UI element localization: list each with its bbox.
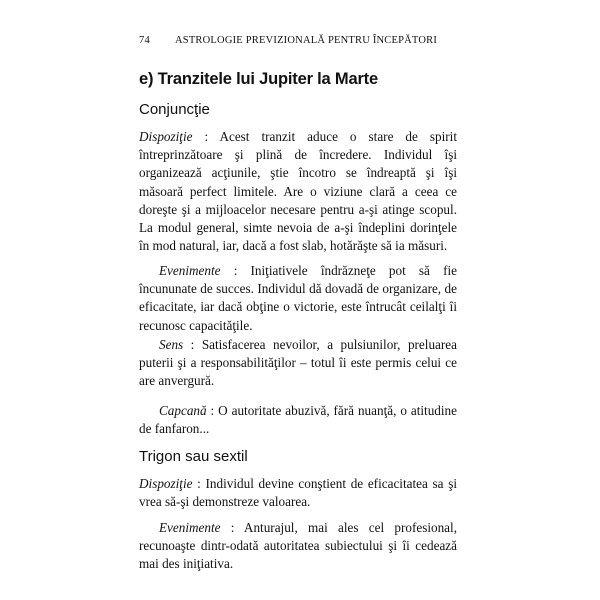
paragraph-text: : Individul devine conştient de eficacitatea sa şi vrea să-şi demonstreze valoarea. [139, 476, 457, 510]
paragraph-text: : Acest tranzit aduce o stare de spirit întreprinzătoare şi plină de încredere. Individul îşi organizează acţiunile, ştie încotro se îndreaptă şi îşi măsoară perfect limitele. Are o viziune clară a ceea ce doreşte şi a mijloacelor necesare pentru a-şi atinge scopul. La modul general, simte nevoia de a-şi îndeplini dorinţele în mod natural, iar, dacă a fost slab, hotărăşte să ia măsuri. [139, 129, 457, 254]
paragraph-dispozitie [139, 128, 457, 255]
page-number: 74 [139, 35, 150, 46]
section-heading-trigon-sextil: Trigon sau sextil [139, 448, 248, 465]
paragraph-label: Evenimente [159, 263, 221, 278]
paragraph-text: : Iniţiativele îndrăzneţe pot să fie încununate de succes. Individul dă dovadă de organizare, de eficacitate, iar dacă obţine o victorie, este întrucât ceilalţi îi recunosc capacităţile. [139, 263, 457, 333]
running-title: ASTROLOGIE PREVIZIONALĂ PENTRU ÎNCEPĂTORI [175, 35, 438, 46]
paragraph-text: : Satisfacerea nevoilor, a pulsiunilor, preluarea puterii şi a responsabilităţilor – totul îi este permis celui ce are anvergură. [139, 337, 457, 389]
paragraph-label: Capcană [159, 403, 207, 418]
paragraph-label: Dispoziţie [139, 476, 193, 491]
paragraph-dispozitie [139, 475, 457, 511]
paragraph-label: Dispoziţie [139, 129, 193, 144]
paragraph-text: : Anturajul, mai ales cel profesional, recunoaşte dintr-odată autoritatea subiectului şi îi cedează mai des iniţiativa. [139, 520, 457, 572]
paragraph-sens [139, 336, 457, 391]
paragraph-label: Evenimente [159, 520, 221, 535]
paragraph-evenimente [139, 262, 457, 335]
section-heading-conjunctie: Conjuncţie [139, 101, 210, 118]
paragraph-label: Sens [159, 337, 184, 352]
running-header [139, 35, 439, 46]
paragraph-text: : O autoritate abuzivă, fără nuanţă, o atitudine de fanfaron... [139, 403, 457, 437]
paragraph-evenimente [139, 519, 457, 574]
chapter-title: e) Tranzitele lui Jupiter la Marte [139, 70, 378, 88]
paragraph-capcana [139, 402, 457, 438]
